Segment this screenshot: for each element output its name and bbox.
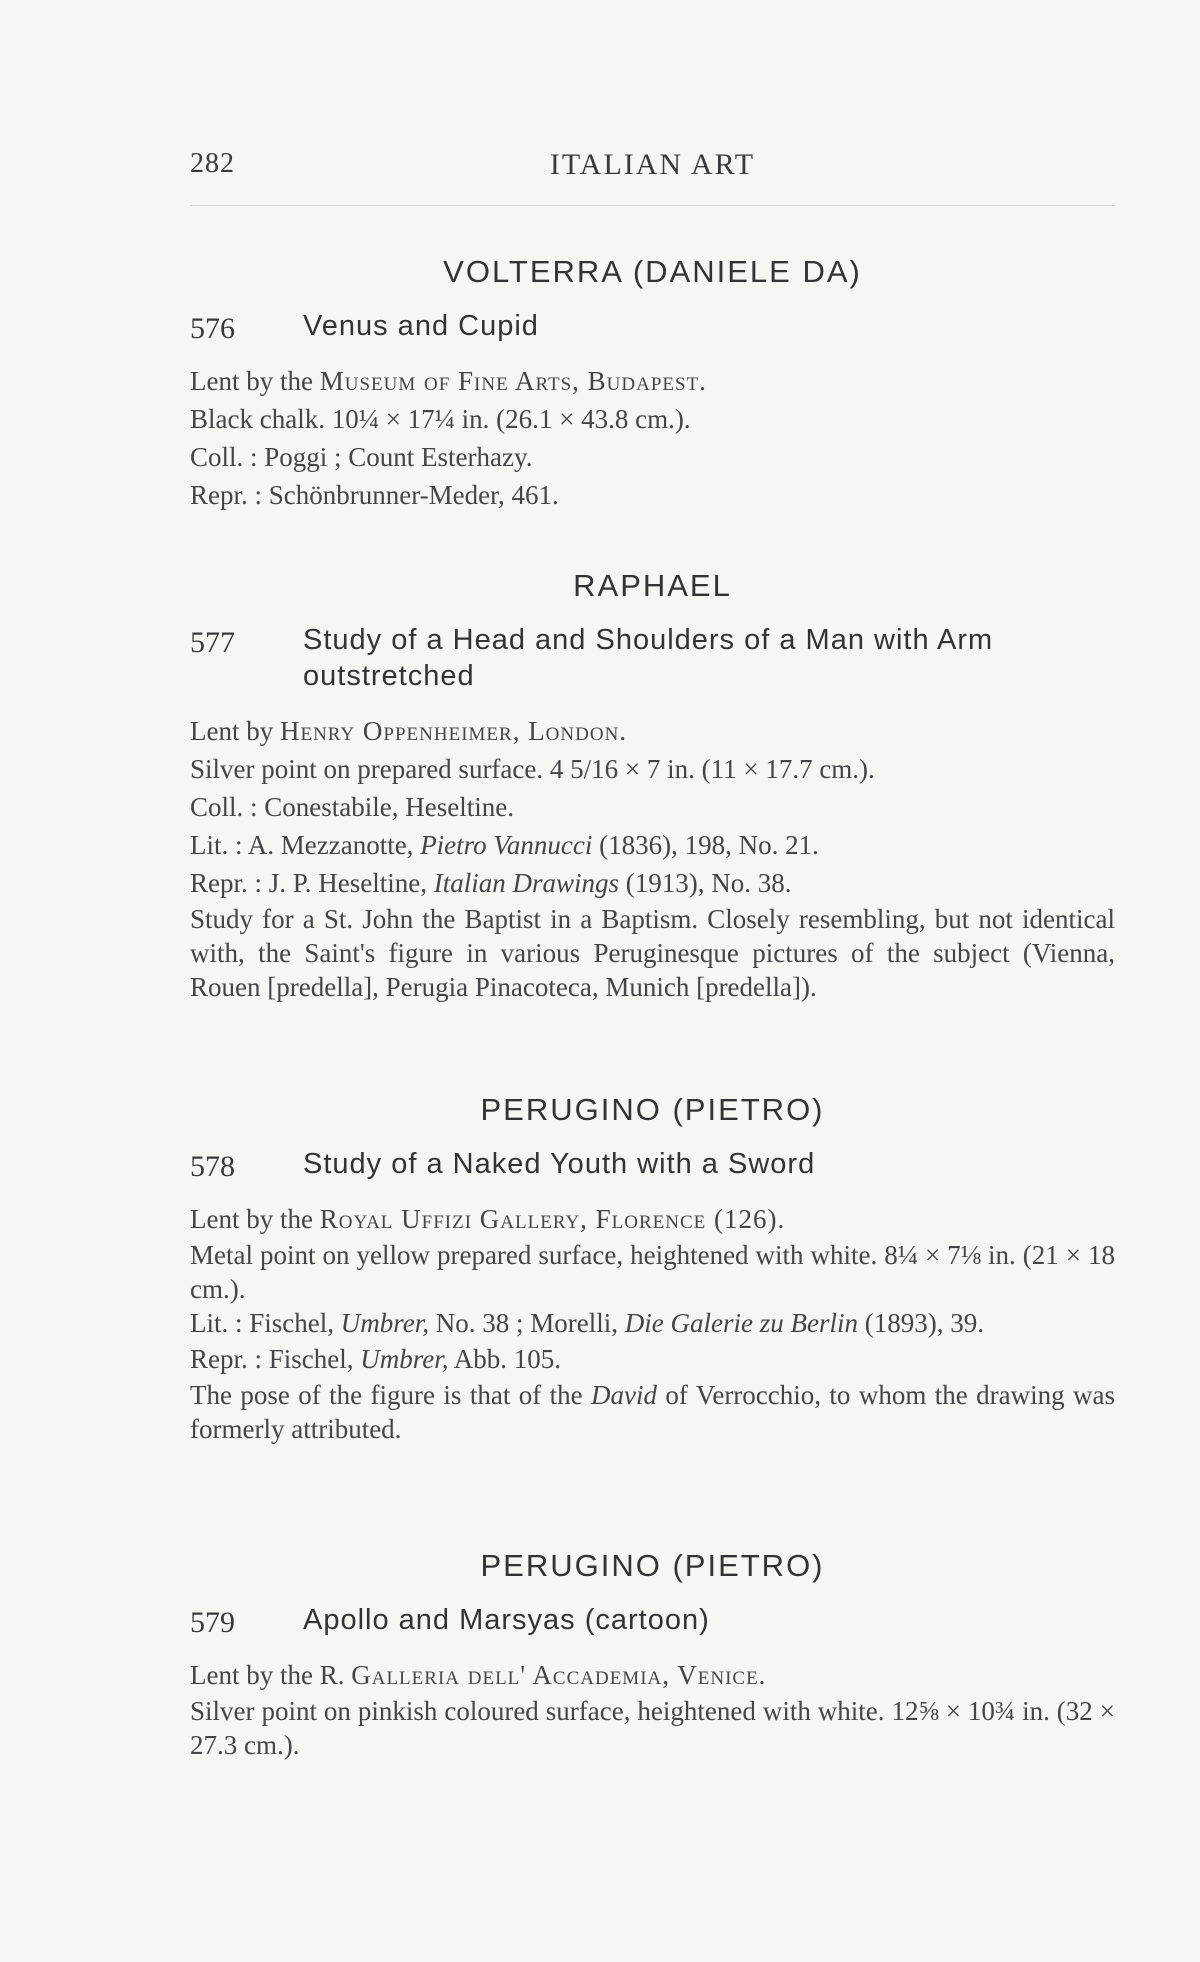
literature-line — [190, 1306, 1115, 1340]
lit-title-2: Die Galerie zu Berlin — [624, 1308, 858, 1338]
title-row — [190, 622, 1115, 694]
running-head — [190, 148, 1115, 188]
repr-title: Italian Drawings — [433, 868, 620, 898]
reproduction-line — [190, 1340, 1115, 1378]
lit-title: Pietro Vannucci — [420, 830, 593, 860]
lent-by-line — [190, 1656, 1115, 1694]
note-suffix: of Verrocchio, to whom the drawing was formerly attributed. — [190, 1380, 1115, 1444]
note-paragraph — [190, 1378, 1115, 1446]
medium-line: Silver point on pinkish coloured surface, heightened with white. 12⅝ × 10¾ in. (32 × 27.3 cm.). — [190, 1696, 1115, 1760]
title-row — [190, 308, 1115, 344]
artwork-title: Study of a Head and Shoulders of a Man with Arm outstretched — [303, 624, 994, 692]
title-row — [190, 1146, 1115, 1182]
artwork-title: Apollo and Marsyas (cartoon) — [303, 1604, 710, 1636]
repr-title: Umbrer, — [360, 1344, 449, 1374]
catalogue-number: 579 — [190, 1606, 235, 1639]
repr-suffix: Abb. 105. — [448, 1344, 562, 1374]
reproduction-line — [190, 864, 1115, 902]
catalogue-entry-579 — [190, 1546, 1115, 1762]
note-paragraph: Study for a St. John the Baptist in a Baptism. Closely resembling, but not identical with, the Saint's figure in various Peruginesque pictures of the subject (Vienna, Rouen [predella], Perugia Pinacoteca, Munich [predella]). — [190, 904, 1115, 1002]
catalogue-number: 577 — [190, 626, 235, 659]
collection-line: Coll. : Conestabile, Heseltine. — [190, 792, 514, 822]
catalogue-number: 578 — [190, 1150, 235, 1183]
page-number: 282 — [190, 148, 235, 179]
medium-line: Black chalk. 10¼ × 17¼ in. (26.1 × 43.8 cm.). — [190, 404, 691, 434]
lit-prefix: Lit. : A. Mezzanotte, — [190, 830, 421, 860]
title-row — [190, 1602, 1115, 1638]
running-title: ITALIAN ART — [549, 148, 756, 181]
lent-prefix: Lent by the R. — [190, 1660, 352, 1690]
reproduction-line: Repr. : Schönbrunner-Meder, 461. — [190, 480, 559, 510]
lender-name: Henry Oppenheimer, London. — [279, 716, 628, 746]
collection-line: Coll. : Poggi ; Count Esterhazy. — [190, 442, 533, 472]
lent-prefix: Lent by — [190, 716, 280, 746]
note-prefix: The pose of the figure is that of the — [190, 1380, 592, 1410]
lent-by-line — [190, 1200, 1115, 1238]
header-rule — [190, 205, 1115, 206]
lender-name: Royal Uffizi Gallery, Florence (126). — [319, 1204, 786, 1234]
catalogue-number: 576 — [190, 312, 235, 345]
repr-suffix: (1913), No. 38. — [619, 868, 792, 898]
lit-title: Umbrer, — [340, 1308, 430, 1338]
lent-by-line — [190, 362, 1115, 400]
artist-heading: PERUGINO (PIETRO) — [480, 1092, 825, 1127]
catalogue-entry-577 — [190, 566, 1115, 1004]
lit-suffix: (1893), 39. — [857, 1308, 984, 1338]
medium-line: Silver point on prepared surface. 4 5/16 × 7 in. (11 × 17.7 cm.). — [190, 754, 875, 784]
artwork-title: Study of a Naked Youth with a Sword — [303, 1148, 816, 1180]
lit-prefix: Lit. : Fischel, — [190, 1308, 341, 1338]
artist-heading: RAPHAEL — [573, 568, 732, 603]
lit-suffix: (1836), 198, No. 21. — [592, 830, 819, 860]
lent-prefix: Lent by the — [190, 366, 320, 396]
medium-line: Metal point on yellow prepared surface, heightened with white. 8¼ × 7⅛ in. (21 × 18 cm.). — [190, 1240, 1115, 1304]
lender-name: Galleria dell' Accademia, Venice. — [351, 1660, 767, 1690]
note-title: David — [591, 1380, 658, 1410]
literature-line — [190, 826, 1115, 864]
repr-prefix: Repr. : J. P. Heseltine, — [190, 868, 434, 898]
artist-heading: PERUGINO (PIETRO) — [480, 1548, 825, 1583]
catalogue-entry-578 — [190, 1090, 1115, 1446]
lit-mid: No. 38 ; Morelli, — [429, 1308, 625, 1338]
artist-heading: VOLTERRA (DANIELE DA) — [443, 254, 862, 289]
catalogue-entry-576 — [190, 252, 1115, 514]
repr-prefix: Repr. : Fischel, — [190, 1344, 361, 1374]
lent-prefix: Lent by the — [190, 1204, 320, 1234]
lender-name: Museum of Fine Arts, Budapest. — [319, 366, 707, 396]
lent-by-line — [190, 712, 1115, 750]
artwork-title: Venus and Cupid — [303, 310, 539, 342]
